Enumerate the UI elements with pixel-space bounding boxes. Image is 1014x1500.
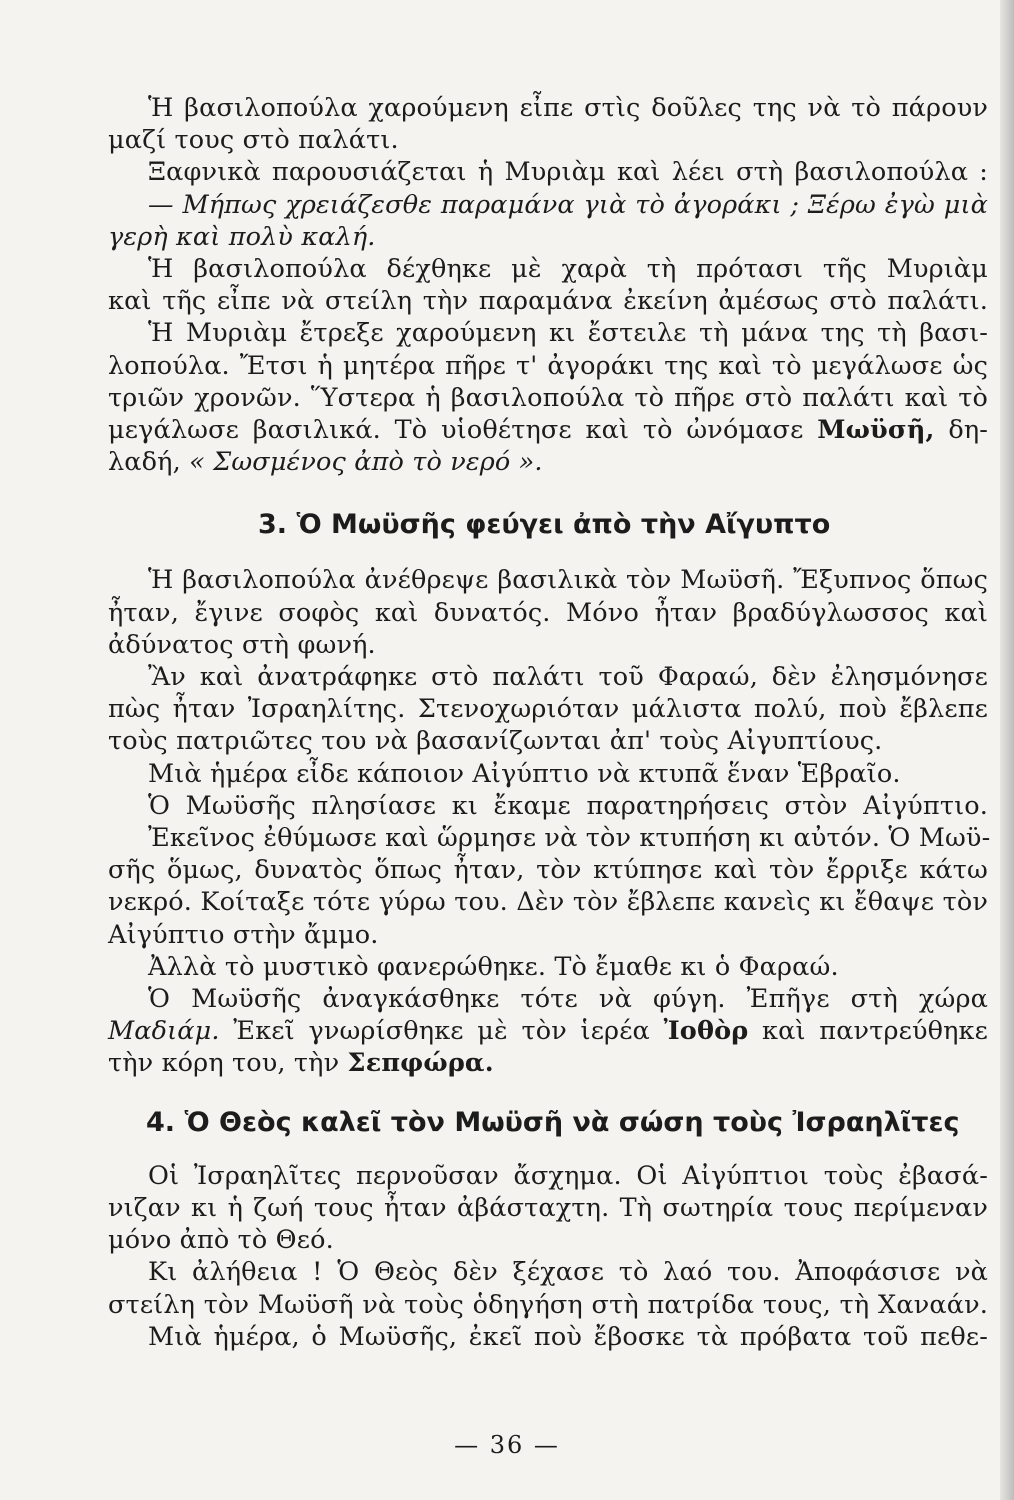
- text-line: Ἐκεῖνος ἐθύμωσε καὶ ὥρμησε νὰ τὸν κτυπήση κι αὐτόν. Ὁ Μωϋ-: [148, 823, 991, 854]
- text-line: λοπούλα. Ἔτσι ἡ μητέρα πῆρε τ' ἀγοράκι της καὶ τὸ μεγάλωσε ὡς: [108, 350, 988, 381]
- text-line: [108, 414, 988, 446]
- text-line: μαζί τους στὸ παλάτι.: [108, 125, 399, 156]
- text-line: Ἡ βασιλοπούλα χαρούμενη εἶπε στὶς δοῦλες της νὰ τὸ πάρουν: [148, 93, 988, 123]
- text-line: Ὁ Μωϋσῆς πλησίασε κι ἔκαμε παρατηρήσεις στὸν Αἰγύπτιο.: [148, 790, 988, 821]
- page-number: — 36 —: [454, 1431, 560, 1459]
- text-line: Ἡ βασιλοπούλα ἀνέθρεψε βασιλικὰ τὸν Μωϋσῆ. Ἔξυπνος ὅπως: [148, 565, 988, 596]
- bold-name: Μωϋσῆ,: [817, 415, 935, 446]
- section-title: Ὁ Θεὸς καλεῖ τὸν Μωϋσῆ νὰ σώση τοὺς Ἰσραηλῖτες: [184, 1106, 960, 1138]
- section-heading: [108, 1106, 988, 1140]
- text-line: Αἰγύπτιο στὴν ἄμμο.: [108, 919, 379, 950]
- text-line: Ἡ βασιλοπούλα δέχθηκε μὲ χαρὰ τὴ πρότασι τῆς Μυριὰμ: [148, 254, 988, 285]
- text-span: δη-: [948, 415, 989, 446]
- text-line: Μιὰ ἡμέρα, ὁ Μωϋσῆς, ἐκεῖ ποὺ ἔβοσκε τὰ πρόβατα τοῦ πεθε-: [148, 1321, 988, 1352]
- text-line: Μιὰ ἡμέρα εἶδε κάποιον Αἰγύπτιο νὰ κτυπᾶ ἕναν Ἑβραῖο.: [148, 758, 901, 789]
- text-line: [108, 1047, 988, 1079]
- text-line: Ἂν καὶ ἀνατράφηκε στὸ παλάτι τοῦ Φαραώ, δὲν ἐλησμόνησε: [148, 662, 988, 693]
- dialogue-line: γερὴ καὶ πολὺ καλή.: [108, 221, 376, 252]
- dialogue-line: — Μήπως χρειάζεσθε παραμάνα γιὰ τὸ ἀγοράκι ; Ξέρω ἐγὼ μιὰ: [148, 189, 988, 220]
- text-span: λαδή,: [108, 447, 181, 478]
- bold-name: Σεπφώρα.: [347, 1048, 494, 1079]
- text-line: ἀδύνατος στὴ φωνή.: [108, 629, 376, 660]
- text-line: τριῶν χρονῶν. Ὕστερα ἡ βασιλοπούλα τὸ πῆρε στὸ παλάτι καὶ τὸ: [108, 382, 988, 413]
- text-line: νιζαν κι ἡ ζωή τους ἦταν ἀβάσταχτη. Τὴ σωτηρία τους περίμεναν: [108, 1192, 988, 1223]
- text-line: νεκρό. Κοίταξε τότε γύρω του. Δὲν τὸν ἔβλεπε κανεὶς κι ἔθαψε τὸν: [108, 887, 988, 918]
- italic-span: « Σωσμένος ἀπὸ τὸ νερό ».: [189, 447, 543, 478]
- text-line: στείλη τὸν Μωϋσῆ νὰ τοὺς ὁδηγήση στὴ πατρίδα τους, τὴ Χαναάν.: [108, 1289, 988, 1320]
- section-number: 4.: [146, 1106, 176, 1138]
- text-line: ἦταν, ἔγινε σοφὸς καὶ δυνατός. Μόνο ἦταν βραδύγλωσσος καὶ: [108, 597, 988, 628]
- page-body: [108, 92, 991, 1353]
- section-number: 3.: [258, 509, 288, 541]
- text-span: τὴν κόρη του, τὴν: [108, 1048, 340, 1079]
- page-edge: [1000, 0, 1014, 1500]
- text-line: Ὁ Μωϋσῆς ἀναγκάσθηκε τότε νὰ φύγη. Ἐπῆγε στὴ χώρα: [148, 984, 988, 1015]
- text-line: σῆς ὅμως, δυνατὸς ὅπως ἦταν, τὸν κτύπησε καὶ τὸν ἔρριξε κάτω: [108, 855, 988, 886]
- text-span: καὶ παντρεύθηκε: [762, 1016, 988, 1047]
- section-heading: [108, 508, 988, 542]
- text-line: Οἱ Ἰσραηλῖτες περνοῦσαν ἄσχημα. Οἱ Αἰγύπτιοι τοὺς ἐβασά-: [148, 1160, 988, 1191]
- text-span: Ἐκεῖ γνωρίσθηκε μὲ τὸν ἱερέα: [233, 1016, 650, 1047]
- place-name: Μαδιάμ.: [108, 1016, 220, 1047]
- text-line: [108, 446, 988, 478]
- text-line: [108, 1015, 988, 1047]
- text-line: μόνο ἀπὸ τὸ Θεό.: [108, 1225, 334, 1256]
- text-line: πὼς ἦταν Ἰσραηλίτης. Στενοχωριόταν μάλιστα πολύ, ποὺ ἔβλεπε: [108, 694, 988, 725]
- text-line: Κι ἀλήθεια ! Ὁ Θεὸς δὲν ξέχασε τὸ λαό του. Ἀποφάσισε νὰ: [148, 1257, 988, 1288]
- section-title: Ὁ Μωϋσῆς φεύγει ἀπὸ τὴν Αἴγυπτο: [296, 509, 831, 541]
- text-line: Ἀλλὰ τὸ μυστικὸ φανερώθηκε. Τὸ ἔμαθε κι ὁ Φαραώ.: [148, 951, 839, 982]
- text-line: τοὺς πατριῶτες του νὰ βασανίζωνται ἀπ' τοὺς Αἰγυπτίους.: [108, 726, 883, 757]
- text-line: καὶ τῆς εἶπε νὰ στείλη τὴν παραμάνα ἐκείνη ἀμέσως στὸ παλάτι.: [108, 286, 988, 317]
- text-span: μεγάλωσε βασιλικά. Τὸ υἱοθέτησε καὶ τὸ ὠνόμασε: [108, 415, 804, 446]
- text-line: Ξαφνικὰ παρουσιάζεται ἡ Μυριὰμ καὶ λέει στὴ βασιλοπούλα :: [148, 157, 988, 188]
- bold-name: Ἰοθὸρ: [663, 1016, 749, 1047]
- text-line: Ἡ Μυριὰμ ἔτρεξε χαρούμενη κι ἔστειλε τὴ μάνα της τὴ βασι-: [148, 318, 988, 349]
